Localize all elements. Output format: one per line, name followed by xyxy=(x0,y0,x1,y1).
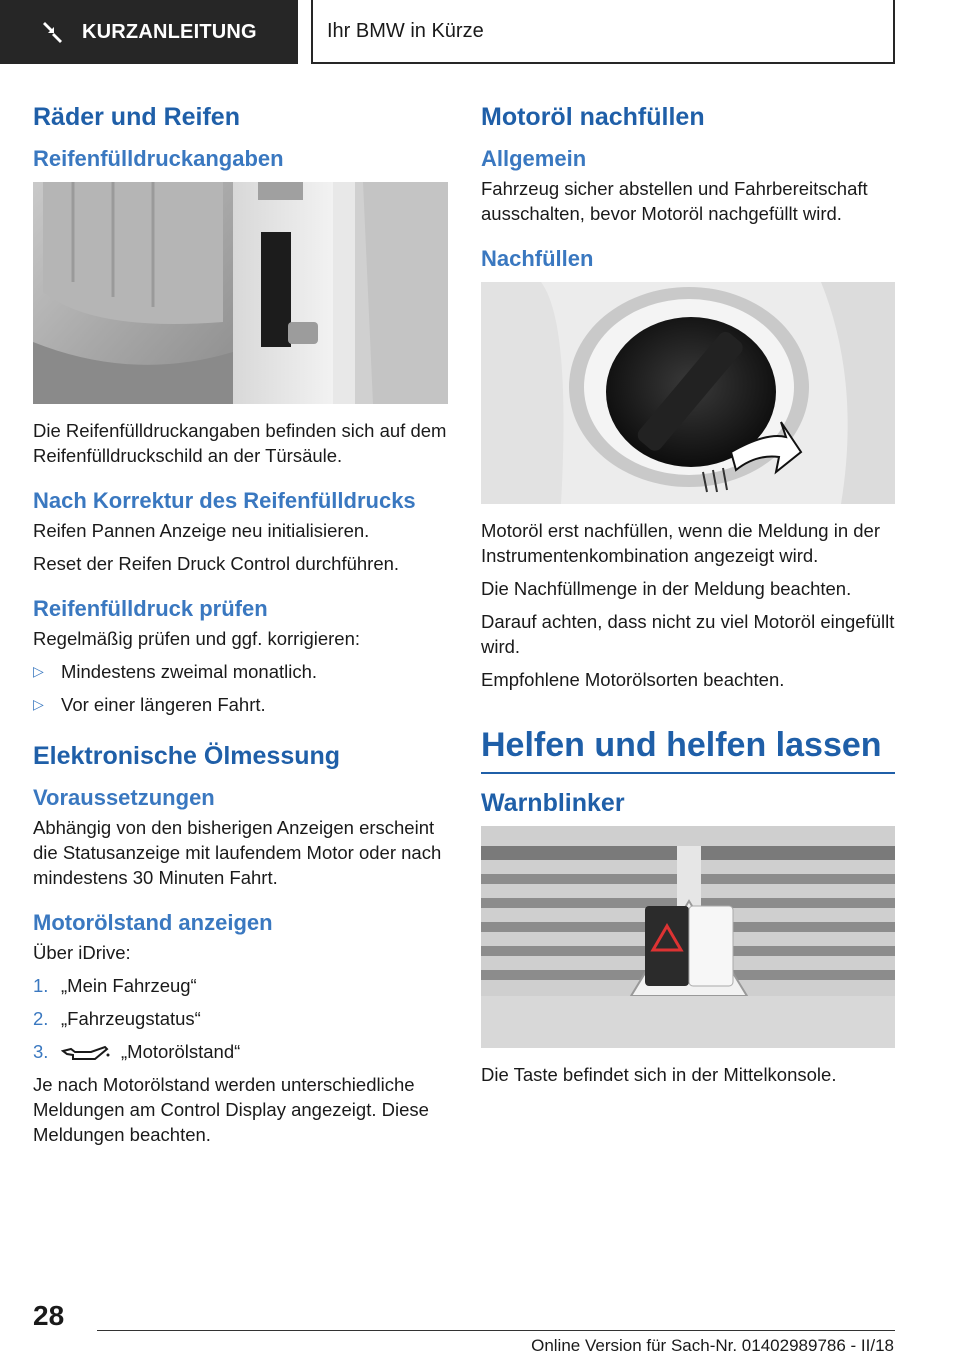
oil-measurement-title: Elektronische Ölmessung xyxy=(33,742,341,770)
footer-divider xyxy=(97,1330,895,1331)
right-column xyxy=(481,100,895,1095)
tire-pressure-heading: Reifenfülldruckangaben xyxy=(33,146,284,171)
section-tab-label: KURZANLEITUNG xyxy=(82,20,257,43)
check-heading: Reifenfülldruck prüfen xyxy=(33,596,268,621)
correction-heading: Nach Korrektur des Reifenfülldrucks xyxy=(33,488,416,513)
hazard-button-image xyxy=(481,826,895,1048)
step-number: 1. xyxy=(33,975,49,996)
help-title: Helfen und helfen lassen xyxy=(481,722,895,774)
chapter-title: Ihr BMW in Kürze xyxy=(311,0,895,64)
page-header xyxy=(0,0,960,66)
check-intro: Regelmäßig prüfen und ggf. korrigieren: xyxy=(33,628,361,649)
hazard-caption: Die Taste befindet sich in der Mittelkonsole. xyxy=(481,1064,837,1085)
triangle-bullet-icon: ▷ xyxy=(33,696,44,712)
correction-line-1: Reifen Pannen Anzeige neu initialisieren. xyxy=(33,520,370,541)
display-oil-intro: Über iDrive: xyxy=(33,942,131,963)
wheels-title: Räder und Reifen xyxy=(33,103,240,131)
page-number: 28 xyxy=(33,1300,65,1331)
step-number: 3. xyxy=(33,1041,49,1062)
list-item xyxy=(33,659,448,684)
list-item xyxy=(33,1006,448,1031)
display-oil-outro: Je nach Motorölstand werden unterschiedliche Meldungen am Control Display angezeigt. Diese Meldungen beachten. xyxy=(33,1074,429,1145)
bullet-text: Mindestens zweimal monatlich. xyxy=(61,661,318,682)
requirements-heading: Voraussetzungen xyxy=(33,785,215,810)
general-heading: Allgemein xyxy=(481,146,587,171)
tire-pressure-caption: Die Reifenfülldruckangaben befinden sich auf dem Reifenfülldruckschild an der Türsäule. xyxy=(33,420,447,466)
left-column xyxy=(33,100,448,1155)
refill-heading: Nachfüllen xyxy=(481,246,594,271)
oil-cap-image xyxy=(481,282,895,504)
requirements-text: Abhängig von den bisherigen Anzeigen erscheint die Statusanzeige mit laufendem Motor oder nach mindestens 30 Minuten Fahrt. xyxy=(33,817,442,888)
list-item xyxy=(33,973,448,998)
hazard-heading: Warnblinker xyxy=(481,789,625,817)
step-text: „Motorölstand“ xyxy=(121,1041,241,1062)
refill-paragraph-1: Motoröl erst nachfüllen, wenn die Meldung in der Instrumentenkombination angezeigt wird. xyxy=(481,520,881,566)
arrow-icon xyxy=(40,20,64,44)
bullet-text: Vor einer längeren Fahrt. xyxy=(61,694,266,715)
footer-version: Online Version für Sach-Nr. 01402989786 - II/18 xyxy=(531,1336,894,1355)
step-number: 2. xyxy=(33,1008,49,1029)
door-pillar-image xyxy=(33,182,448,404)
general-text: Fahrzeug sicher abstellen und Fahrbereitschaft ausschalten, bevor Motoröl nachgefüllt wird. xyxy=(481,178,868,224)
section-tab[interactable] xyxy=(0,0,298,64)
list-item xyxy=(33,1039,448,1064)
step-text: „Fahrzeugstatus“ xyxy=(61,1008,201,1029)
step-text: „Mein Fahrzeug“ xyxy=(61,975,197,996)
refill-paragraph-3: Darauf achten, dass nicht zu viel Motoröl eingefüllt wird. xyxy=(481,611,895,657)
correction-line-2: Reset der Reifen Druck Control durchführen. xyxy=(33,553,400,574)
display-oil-heading: Motorölstand anzeigen xyxy=(33,910,273,935)
oil-can-icon xyxy=(61,1043,111,1063)
list-item xyxy=(33,692,448,717)
refill-paragraph-2: Die Nachfüllmenge in der Meldung beachten. xyxy=(481,578,852,599)
triangle-bullet-icon: ▷ xyxy=(33,663,44,679)
oil-refill-title: Motoröl nachfüllen xyxy=(481,103,705,131)
refill-paragraph-4: Empfohlene Motorölsorten beachten. xyxy=(481,669,785,690)
